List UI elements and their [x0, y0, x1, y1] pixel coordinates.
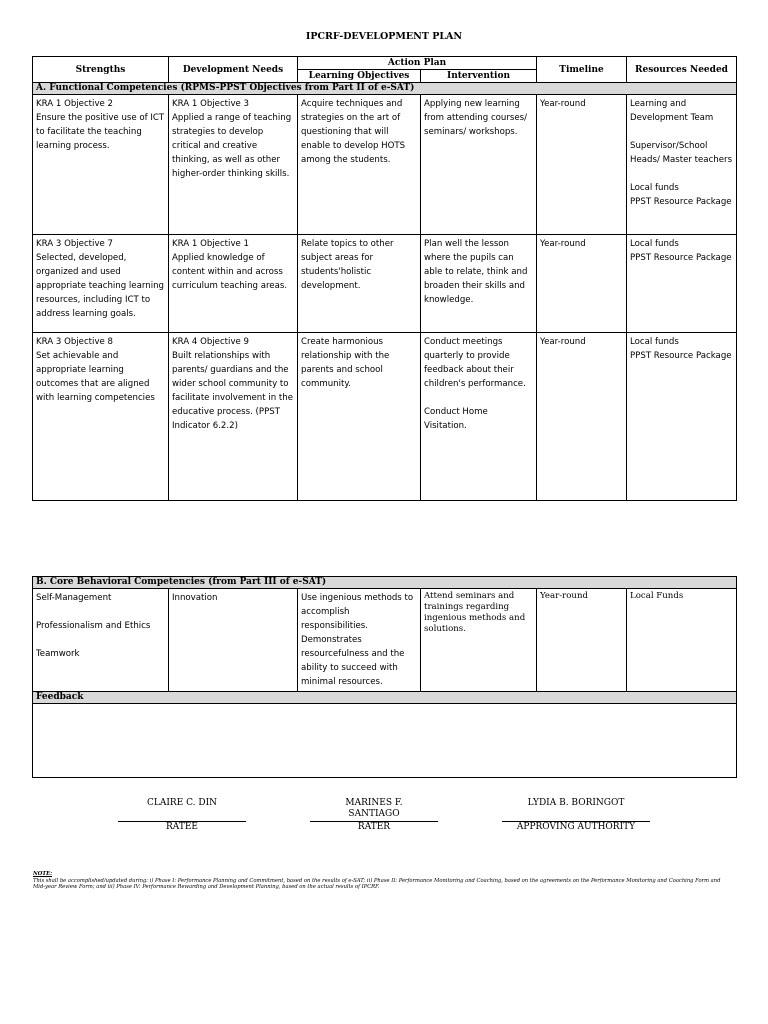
- note-text: This shall be accomplished/updated during: i) Phase I: Performance Planning and Commitment, based on the results of e-SAT; ii) Phase II: Performance Monitoring and Coaching, based on the agreements on the Performance Monitoring and Coaching Form and Mid-year Review Form; and iii) Phase IV: Performance Rewarding and Development Planning, based on the actual results of IPCRF.: [33, 877, 721, 890]
- header-action-plan: Action Plan: [298, 57, 537, 70]
- development-plan-table-b: [32, 576, 737, 778]
- learning-objectives-cell: Use ingenious methods to accomplish responsibilities. Demonstrates resourcefulness and the ability to succeed with minimal resources.: [298, 589, 421, 692]
- note-label: NOTE:: [33, 871, 52, 877]
- resources-cell: Learning and Development Team Supervisor/School Heads/ Master teachers Local funds PPST Resource Package: [627, 95, 737, 235]
- learning-objectives-cell: Acquire techniques and strategies on the art of questioning that will enable to develop HOTS among the students.: [298, 95, 421, 235]
- approver-label: APPROVING AUTHORITY: [516, 822, 636, 832]
- section-b-title: B. Core Behavioral Competencies (from Part III of e-SAT): [33, 577, 737, 589]
- header-strengths: Strengths: [33, 57, 169, 83]
- table-row: [33, 589, 737, 692]
- rater-label: RATER: [357, 822, 391, 832]
- table-row: [33, 95, 737, 235]
- timeline-cell: Year-round: [537, 235, 627, 333]
- feedback-title: Feedback: [33, 692, 737, 704]
- header-timeline: Timeline: [537, 57, 627, 83]
- intervention-cell: Plan well the lesson where the pupils can able to relate, think and broaden their skills and knowledge.: [421, 235, 537, 333]
- header-learning-objectives: Learning Objectives: [298, 70, 421, 83]
- intervention-cell: Conduct meetings quarterly to provide feedback about their children's performance. Conduct Home Visitation.: [421, 333, 537, 501]
- approver-name: LYDIA B. BORINGOT: [527, 798, 625, 808]
- strengths-cell: KRA 3 Objective 8 Set achievable and appropriate learning outcomes that are aligned with learning competencies: [33, 333, 169, 501]
- development-plan-table-a: [32, 56, 737, 501]
- resources-cell: Local Funds: [627, 589, 737, 692]
- timeline-cell: Year-round: [537, 95, 627, 235]
- learning-objectives-cell: Relate topics to other subject areas for students'holistic development.: [298, 235, 421, 333]
- timeline-cell: Year-round: [537, 333, 627, 501]
- ratee-label: RATEE: [166, 822, 198, 832]
- table-row: [33, 235, 737, 333]
- development-needs-cell: Innovation: [169, 589, 298, 692]
- development-needs-cell: KRA 1 Objective 1 Applied knowledge of content within and across curriculum teaching areas.: [169, 235, 298, 333]
- strengths-cell: KRA 1 Objective 2 Ensure the positive use of ICT to facilitate the teaching learning process.: [33, 95, 169, 235]
- strengths-cell: KRA 3 Objective 7 Selected, developed, organized and used appropriate teaching learning resources, including ICT to address learning goals.: [33, 235, 169, 333]
- section-a-title: A. Functional Competencies (RPMS-PPST Objectives from Part II of e-SAT): [33, 83, 737, 95]
- header-resources-needed: Resources Needed: [627, 57, 737, 83]
- resources-cell: Local funds PPST Resource Package: [627, 333, 737, 501]
- ratee-name: CLAIRE C. DIN: [146, 798, 218, 808]
- strengths-cell: Self-Management Professionalism and Ethics Teamwork: [33, 589, 169, 692]
- feedback-box[interactable]: [33, 704, 737, 778]
- timeline-cell: Year-round: [537, 589, 627, 692]
- document-title: IPCRF-DEVELOPMENT PLAN: [305, 31, 463, 42]
- footnote: [33, 871, 733, 891]
- header-development-needs: Development Needs: [169, 57, 298, 83]
- intervention-cell: Applying new learning from attending courses/ seminars/ workshops.: [421, 95, 537, 235]
- learning-objectives-cell: Create harmonious relationship with the parents and school community.: [298, 333, 421, 501]
- rater-name: MARINES F. SANTIAGO: [345, 798, 403, 819]
- resources-cell: Local funds PPST Resource Package: [627, 235, 737, 333]
- development-needs-cell: KRA 4 Objective 9 Built relationships with parents/ guardians and the wider school community to facilitate involvement in the educative process. (PPST Indicator 6.2.2): [169, 333, 298, 501]
- table-row: [33, 333, 737, 501]
- header-intervention: Intervention: [421, 70, 537, 83]
- development-needs-cell: KRA 1 Objective 3 Applied a range of teaching strategies to develop critical and creative thinking, as well as other higher-order thinking skills.: [169, 95, 298, 235]
- intervention-cell: Attend seminars and trainings regarding ingenious methods and solutions.: [421, 589, 537, 692]
